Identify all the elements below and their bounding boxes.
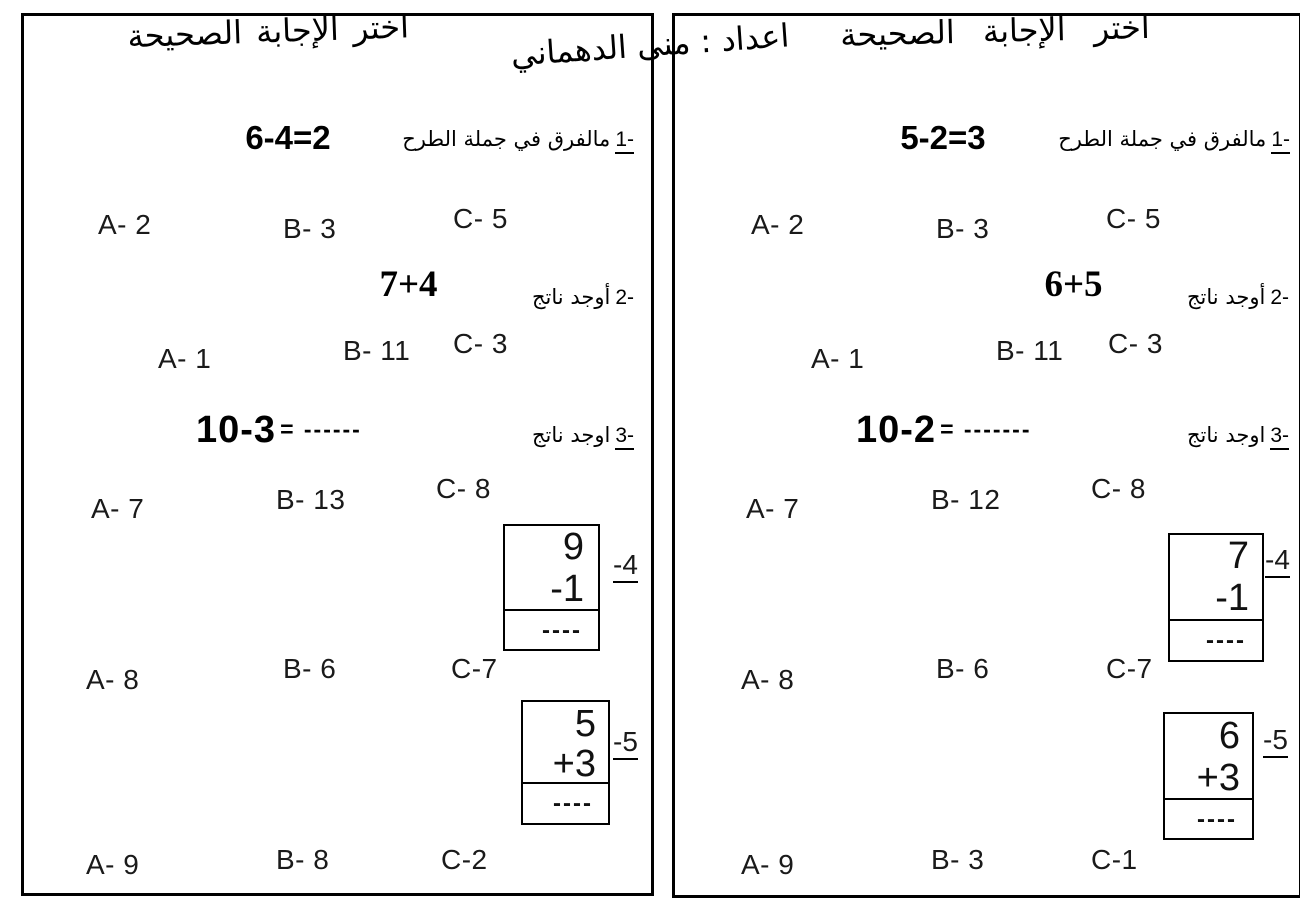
question-1-equation: 5-2=3	[900, 119, 986, 156]
question-1-text: مالفرق في جملة الطرح	[1058, 127, 1267, 151]
page-right	[672, 7, 1300, 898]
sum-line	[505, 609, 598, 611]
question-3-equation	[196, 409, 362, 452]
question-5-number: -5	[613, 726, 638, 760]
vertical-problem-box	[521, 700, 610, 825]
question-3-prompt	[1183, 423, 1289, 450]
minuend: 7	[1227, 535, 1249, 577]
question-3-text: اوجد ناتج	[1187, 423, 1266, 447]
question-4-number: -4	[613, 549, 638, 583]
vertical-problem-box	[1168, 533, 1264, 662]
answer-blank: ----	[1197, 806, 1237, 833]
question-2-prompt	[1169, 285, 1289, 310]
question-2-text: أوجد ناتج	[532, 285, 611, 309]
option-c: C- 3	[1108, 328, 1163, 359]
question-3-text: اوجد ناتج	[532, 423, 611, 447]
answer-blank: ----	[1206, 627, 1246, 654]
option-a: A- 8	[741, 664, 795, 695]
option-a: A- 9	[86, 849, 140, 880]
question-1-number: 1-	[615, 128, 634, 154]
option-a: A- 7	[91, 493, 145, 524]
equation-blank-part: = -------	[940, 416, 1032, 442]
page-left	[21, 7, 654, 896]
option-a: A- 1	[811, 343, 865, 374]
question-1-prompt	[402, 127, 634, 154]
sum-line	[523, 782, 608, 784]
question-3-number: 3-	[1270, 424, 1289, 450]
equation-bold-part: 10-3	[196, 409, 277, 451]
option-b: B- 8	[276, 844, 330, 875]
answer-blank: ----	[553, 790, 593, 817]
question-2-number: 2-	[615, 286, 634, 309]
option-b: B- 6	[936, 653, 990, 684]
option-c: C-7	[1106, 653, 1153, 684]
option-a: A- 2	[751, 209, 805, 240]
option-b: B- 3	[936, 213, 990, 244]
question-1-prompt	[1058, 127, 1290, 154]
answer-blank: ----	[542, 617, 582, 644]
option-b: B- 12	[931, 484, 1001, 515]
option-b: B- 3	[931, 844, 985, 875]
option-c: C- 8	[436, 473, 491, 504]
question-2-equation: 7+4	[379, 264, 438, 305]
sum-line	[1170, 619, 1262, 621]
option-c: C-1	[1091, 844, 1138, 875]
option-a: A- 1	[158, 343, 212, 374]
question-5-number: -5	[1263, 724, 1288, 758]
question-2-prompt	[514, 285, 634, 310]
option-b: B- 6	[283, 653, 337, 684]
page-title: اختر الإجابة الصحيحة	[839, 7, 1151, 55]
page-title: اختر الإجابة الصحيحة	[126, 7, 410, 56]
option-c: C- 5	[1106, 203, 1161, 234]
minuend: 9	[562, 526, 584, 568]
option-c: C-7	[451, 653, 498, 684]
equation-blank-part: = ------	[280, 416, 362, 442]
option-b: B- 3	[283, 213, 337, 244]
question-1-number: 1-	[1271, 128, 1290, 154]
question-2-equation: 6+5	[1044, 264, 1103, 305]
option-b: B- 13	[276, 484, 346, 515]
addend-bottom: +3	[552, 743, 596, 785]
vertical-problem-box	[1163, 712, 1254, 840]
option-c: C-2	[441, 844, 488, 875]
addend-top: 5	[574, 703, 596, 745]
option-a: A- 9	[741, 849, 795, 880]
subtrahend: -1	[550, 568, 584, 610]
option-a: A- 8	[86, 664, 140, 695]
equation-bold-part: 10-2	[856, 409, 937, 451]
question-2-text: أوجد ناتج	[1187, 285, 1266, 309]
option-b: B- 11	[343, 335, 411, 366]
option-a: A- 2	[98, 209, 152, 240]
option-c: C- 3	[453, 328, 508, 359]
prepared-by-text: اعداد : منى الدهماني	[509, 16, 791, 74]
subtrahend: -1	[1215, 577, 1249, 619]
option-a: A- 7	[746, 493, 800, 524]
option-c: C- 5	[453, 203, 508, 234]
option-b: B- 11	[996, 335, 1064, 366]
vertical-problem-box	[503, 524, 600, 651]
option-c: C- 8	[1091, 473, 1146, 504]
addend-bottom: +3	[1196, 757, 1240, 799]
sum-line	[1165, 798, 1252, 800]
question-1-equation: 6-4=2	[245, 119, 331, 156]
question-2-number: 2-	[1270, 286, 1289, 309]
addend-top: 6	[1218, 715, 1240, 757]
question-1-text: مالفرق في جملة الطرح	[402, 127, 611, 151]
question-3-prompt	[528, 423, 634, 450]
question-3-number: 3-	[615, 424, 634, 450]
question-3-equation	[856, 409, 1032, 452]
question-4-number: -4	[1265, 544, 1290, 578]
